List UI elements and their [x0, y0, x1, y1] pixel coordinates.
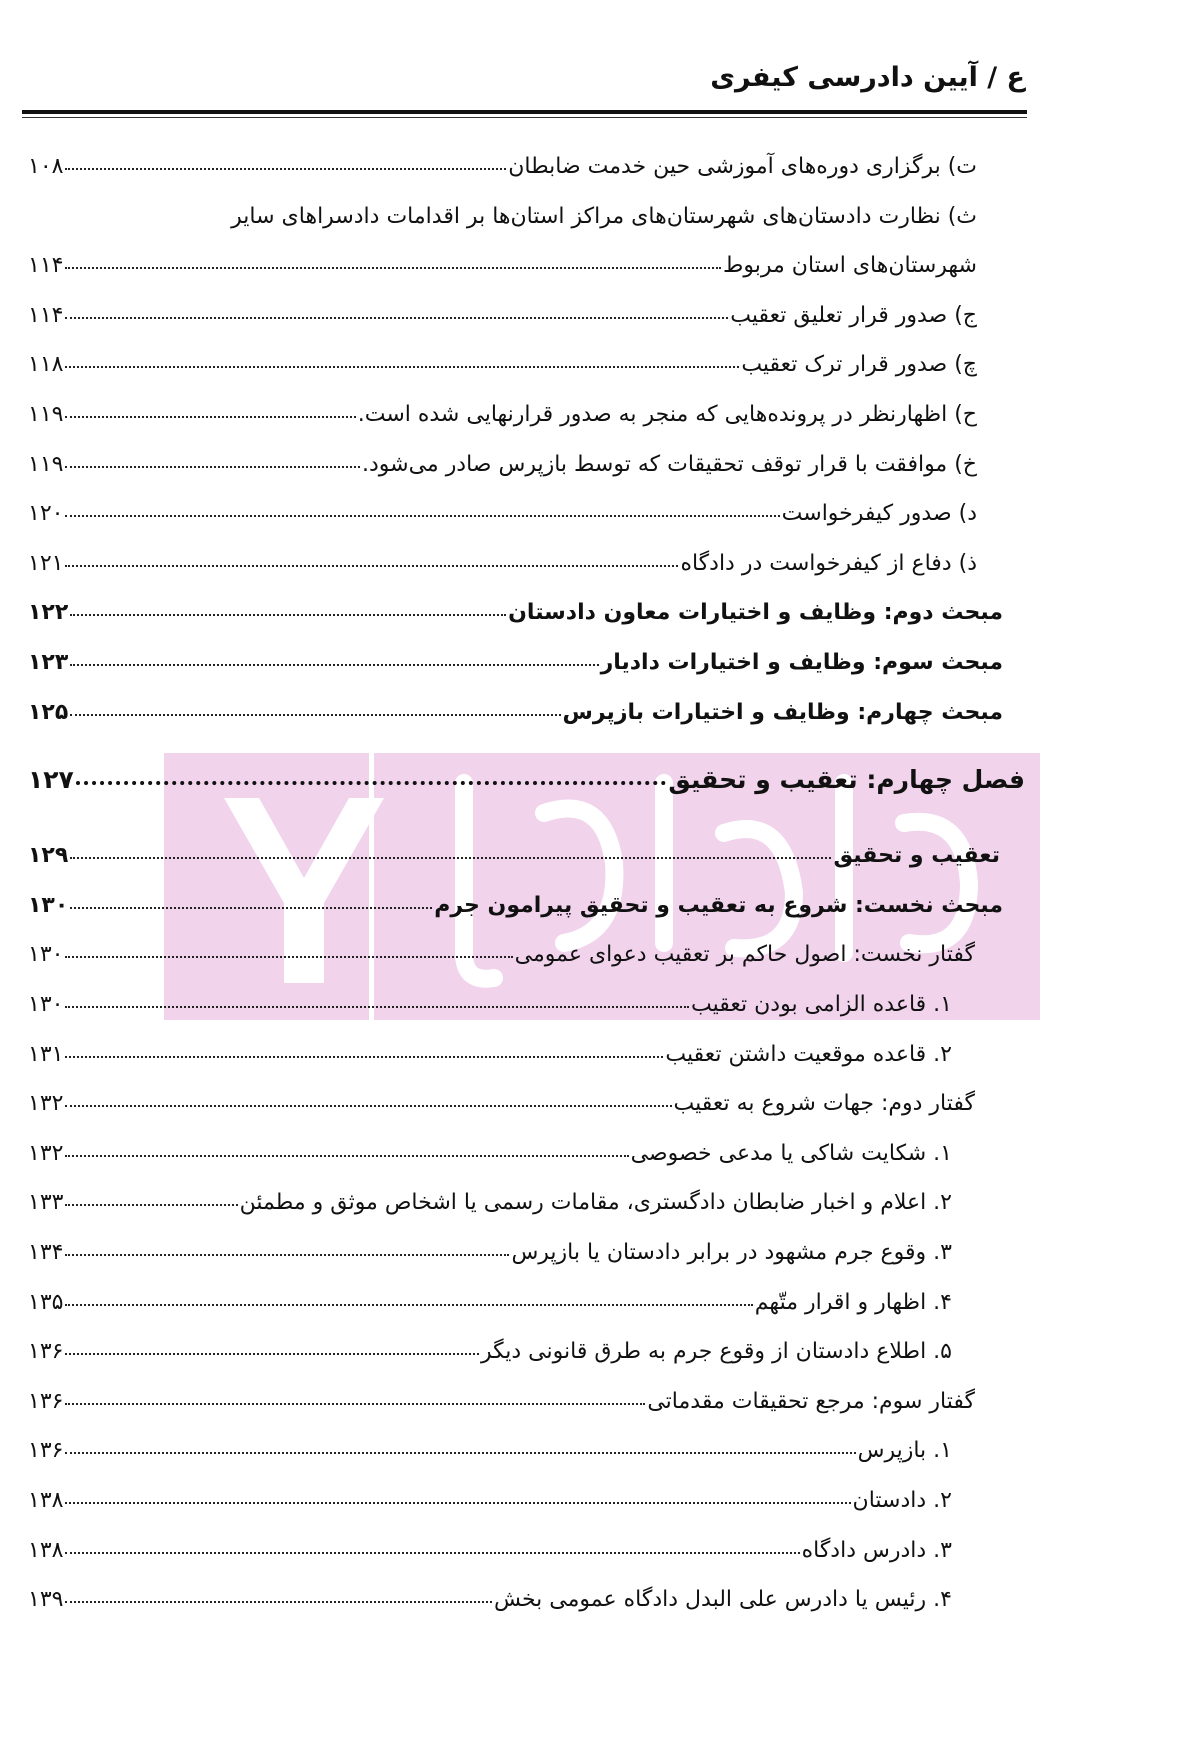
dot-leader	[65, 1304, 752, 1306]
toc-page-number: ۱۱۹	[28, 402, 64, 427]
toc-entry-title: شهرستان‌های استان مربوط	[723, 253, 977, 279]
toc-entry	[28, 828, 1000, 868]
toc-entry-title: ۱. بازپرس	[857, 1438, 952, 1464]
dot-leader	[76, 781, 667, 785]
header-rule	[22, 110, 1027, 114]
toc-entry-title: گفتار سوم: مرجع تحقیقات مقدماتی	[647, 1388, 975, 1414]
toc-entry-title: تعقیب و تحقیق	[833, 843, 1000, 869]
toc-entry-title: گفتار دوم: جهات شروع به تعقیب	[673, 1091, 975, 1117]
running-header: ع / آیین دادرسی کیفری	[710, 62, 1025, 93]
toc-entry	[28, 585, 1003, 625]
toc-page-number: ۱۳۹	[28, 1587, 64, 1613]
dot-leader	[65, 366, 739, 368]
dot-leader	[65, 1056, 663, 1058]
toc-entry	[28, 1027, 952, 1067]
toc-page-number: ۱۲۷	[28, 765, 74, 795]
dot-leader	[65, 956, 512, 958]
toc-entry	[28, 635, 1003, 675]
toc-entry	[28, 927, 975, 967]
toc-entry-title: ذ) دفاع از کیفرخواست در دادگاه	[680, 550, 977, 576]
dot-leader	[65, 515, 779, 517]
toc-page-number: ۱۳۰	[28, 892, 69, 918]
toc-page-number: ۱۳۴	[28, 1240, 64, 1265]
dot-leader	[70, 664, 598, 666]
dot-leader	[65, 1502, 850, 1504]
toc-entry	[28, 486, 977, 526]
toc-entry-title: ۳. وقوع جرم مشهود در برابر دادستان یا بازپرس	[511, 1240, 952, 1265]
dot-leader	[65, 317, 728, 319]
toc-entry-title: چ) صدور قرار ترک تعقیب	[741, 352, 977, 378]
toc-entry-title: گفتار نخست: اصول حاکم بر تعقیب دعوای عمومی	[514, 942, 975, 968]
toc-entry	[28, 878, 1003, 918]
toc-entry	[28, 288, 977, 328]
toc-entry	[28, 1572, 952, 1612]
toc-page-number: ۱۲۵	[28, 699, 69, 725]
toc-page-number: ۱۳۰	[28, 992, 64, 1017]
dot-leader	[65, 1403, 645, 1405]
toc-entry	[28, 337, 977, 377]
toc-entry	[28, 1076, 975, 1116]
dot-leader	[65, 1452, 855, 1454]
toc-page-number: ۱۱۸	[28, 352, 64, 378]
toc-entry	[28, 1175, 952, 1215]
toc-entry-title: ۵. اطلاع دادستان از وقوع جرم به طرق قانونی دیگر	[480, 1339, 952, 1365]
toc-page-number: ۱۳۸	[28, 1488, 64, 1513]
toc-chapter-entry	[28, 754, 1025, 794]
toc-entry	[28, 1126, 952, 1166]
toc-entry-title: ث) نظارت دادستان‌های شهرستان‌های مراکز استان‌ها بر اقدامات دادسراهای سایر	[231, 203, 977, 229]
toc-page-number: ۱۳۲	[28, 1091, 64, 1117]
toc-page-number: ۱۲۰	[28, 501, 64, 527]
dot-leader	[65, 168, 506, 170]
toc-page-number: ۱۲۲	[28, 600, 69, 626]
toc-entry-title: ۱. قاعده الزامی بودن تعقیب	[691, 992, 952, 1017]
dot-leader	[65, 1552, 799, 1554]
toc-entry-title: ۲. اعلام و اخبار ضابطان دادگستری، مقامات رسمی یا اشخاص موثق و مطمئن	[239, 1190, 952, 1216]
dot-leader	[65, 267, 721, 269]
toc-entry	[28, 437, 977, 477]
toc-page-number: ۱۳۳	[28, 1190, 64, 1216]
toc-page-number: ۱۳۰	[28, 942, 64, 968]
dot-leader	[70, 614, 506, 616]
toc-page-number: ۱۳۶	[28, 1388, 64, 1414]
toc-entry	[28, 977, 952, 1017]
toc-page-number: ۱۳۱	[28, 1041, 64, 1067]
dot-leader	[65, 1353, 479, 1355]
toc-entry-title: ۴. رئیس یا دادرس علی البدل دادگاه عمومی بخش	[493, 1587, 952, 1613]
toc-page-number: ۱۳۶	[28, 1339, 64, 1365]
dot-leader	[65, 565, 678, 567]
toc-page-number: ۱۳۲	[28, 1140, 64, 1166]
toc-page-number: ۱۳۵	[28, 1289, 64, 1315]
toc-page-number: ۱۲۹	[28, 843, 69, 869]
toc-entry-title: ح) اظهارنظر در پرونده‌هایی که منجر به صدور قرارنهایی شده است.	[357, 402, 977, 427]
dot-leader	[70, 857, 831, 859]
toc-page-number: ۱۱۴	[28, 253, 64, 279]
dot-leader	[65, 466, 360, 468]
toc-page-number: ۱۲۳	[28, 650, 69, 675]
toc-page-number: ۱۱۴	[28, 302, 64, 328]
toc-entry-title: د) صدور کیفرخواست	[781, 501, 977, 527]
toc-entry	[28, 238, 977, 278]
toc-entry-title: مبحث چهارم: وظایف و اختیارات بازپرس	[562, 699, 1003, 725]
toc-entry	[28, 1324, 952, 1364]
toc-entry-title: ۳. دادرس دادگاه	[801, 1537, 952, 1563]
toc-entry-title: ۲. دادستان	[852, 1488, 952, 1513]
toc-entry-title: ۲. قاعده موقعیت داشتن تعقیب	[665, 1041, 952, 1067]
dot-leader	[65, 1254, 509, 1256]
toc-entry	[28, 1374, 975, 1414]
toc-entry-title: ج) صدور قرار تعلیق تعقیب	[730, 302, 977, 328]
toc-entry	[28, 139, 977, 179]
toc-entry	[28, 685, 1003, 725]
toc-entry-title: ۴. اظهار و اقرار متّهم	[754, 1289, 952, 1315]
dot-leader	[65, 1105, 671, 1107]
dot-leader	[70, 907, 432, 909]
toc-entry	[28, 1275, 952, 1315]
toc-entry-title: مبحث دوم: وظایف و اختیارات معاون دادستان	[508, 600, 1003, 626]
toc-entry	[28, 189, 977, 229]
toc-entry	[28, 387, 977, 427]
toc-entry	[28, 536, 977, 576]
toc-page-number: ۱۲۱	[28, 550, 64, 576]
dot-leader	[65, 1155, 628, 1157]
toc-entry	[28, 1225, 952, 1265]
toc-page-number: ۱۰۸	[28, 154, 64, 179]
toc-page-number: ۱۱۹	[28, 451, 64, 477]
dot-leader	[65, 1204, 237, 1206]
toc-entry	[28, 1523, 952, 1563]
dot-leader	[65, 416, 355, 418]
header-rule-thin	[22, 117, 1027, 118]
toc-entry-title: خ) موافقت با قرار توقف تحقیقات که توسط بازپرس صادر می‌شود.	[361, 451, 977, 477]
toc-page-number: ۱۳۶	[28, 1438, 64, 1464]
toc-entry-title: مبحث نخست: شروع به تعقیب و تحقیق پیرامون جرم	[434, 892, 1003, 918]
toc-entry	[28, 1473, 952, 1513]
toc-entry-title: ت) برگزاری دوره‌های آموزشی حین خدمت ضابطان	[508, 154, 977, 179]
dot-leader	[70, 714, 560, 716]
dot-leader	[65, 1006, 689, 1008]
toc-entry	[28, 1423, 952, 1463]
toc-page-number: ۱۳۸	[28, 1537, 64, 1563]
toc-entry-title: فصل چهارم: تعقیب و تحقیق	[668, 765, 1025, 795]
toc-entry-title: مبحث سوم: وظایف و اختیارات دادیار	[600, 650, 1003, 675]
dot-leader	[65, 1601, 491, 1603]
toc-entry-title: ۱. شکایت شاکی یا مدعی خصوصی	[630, 1140, 952, 1166]
